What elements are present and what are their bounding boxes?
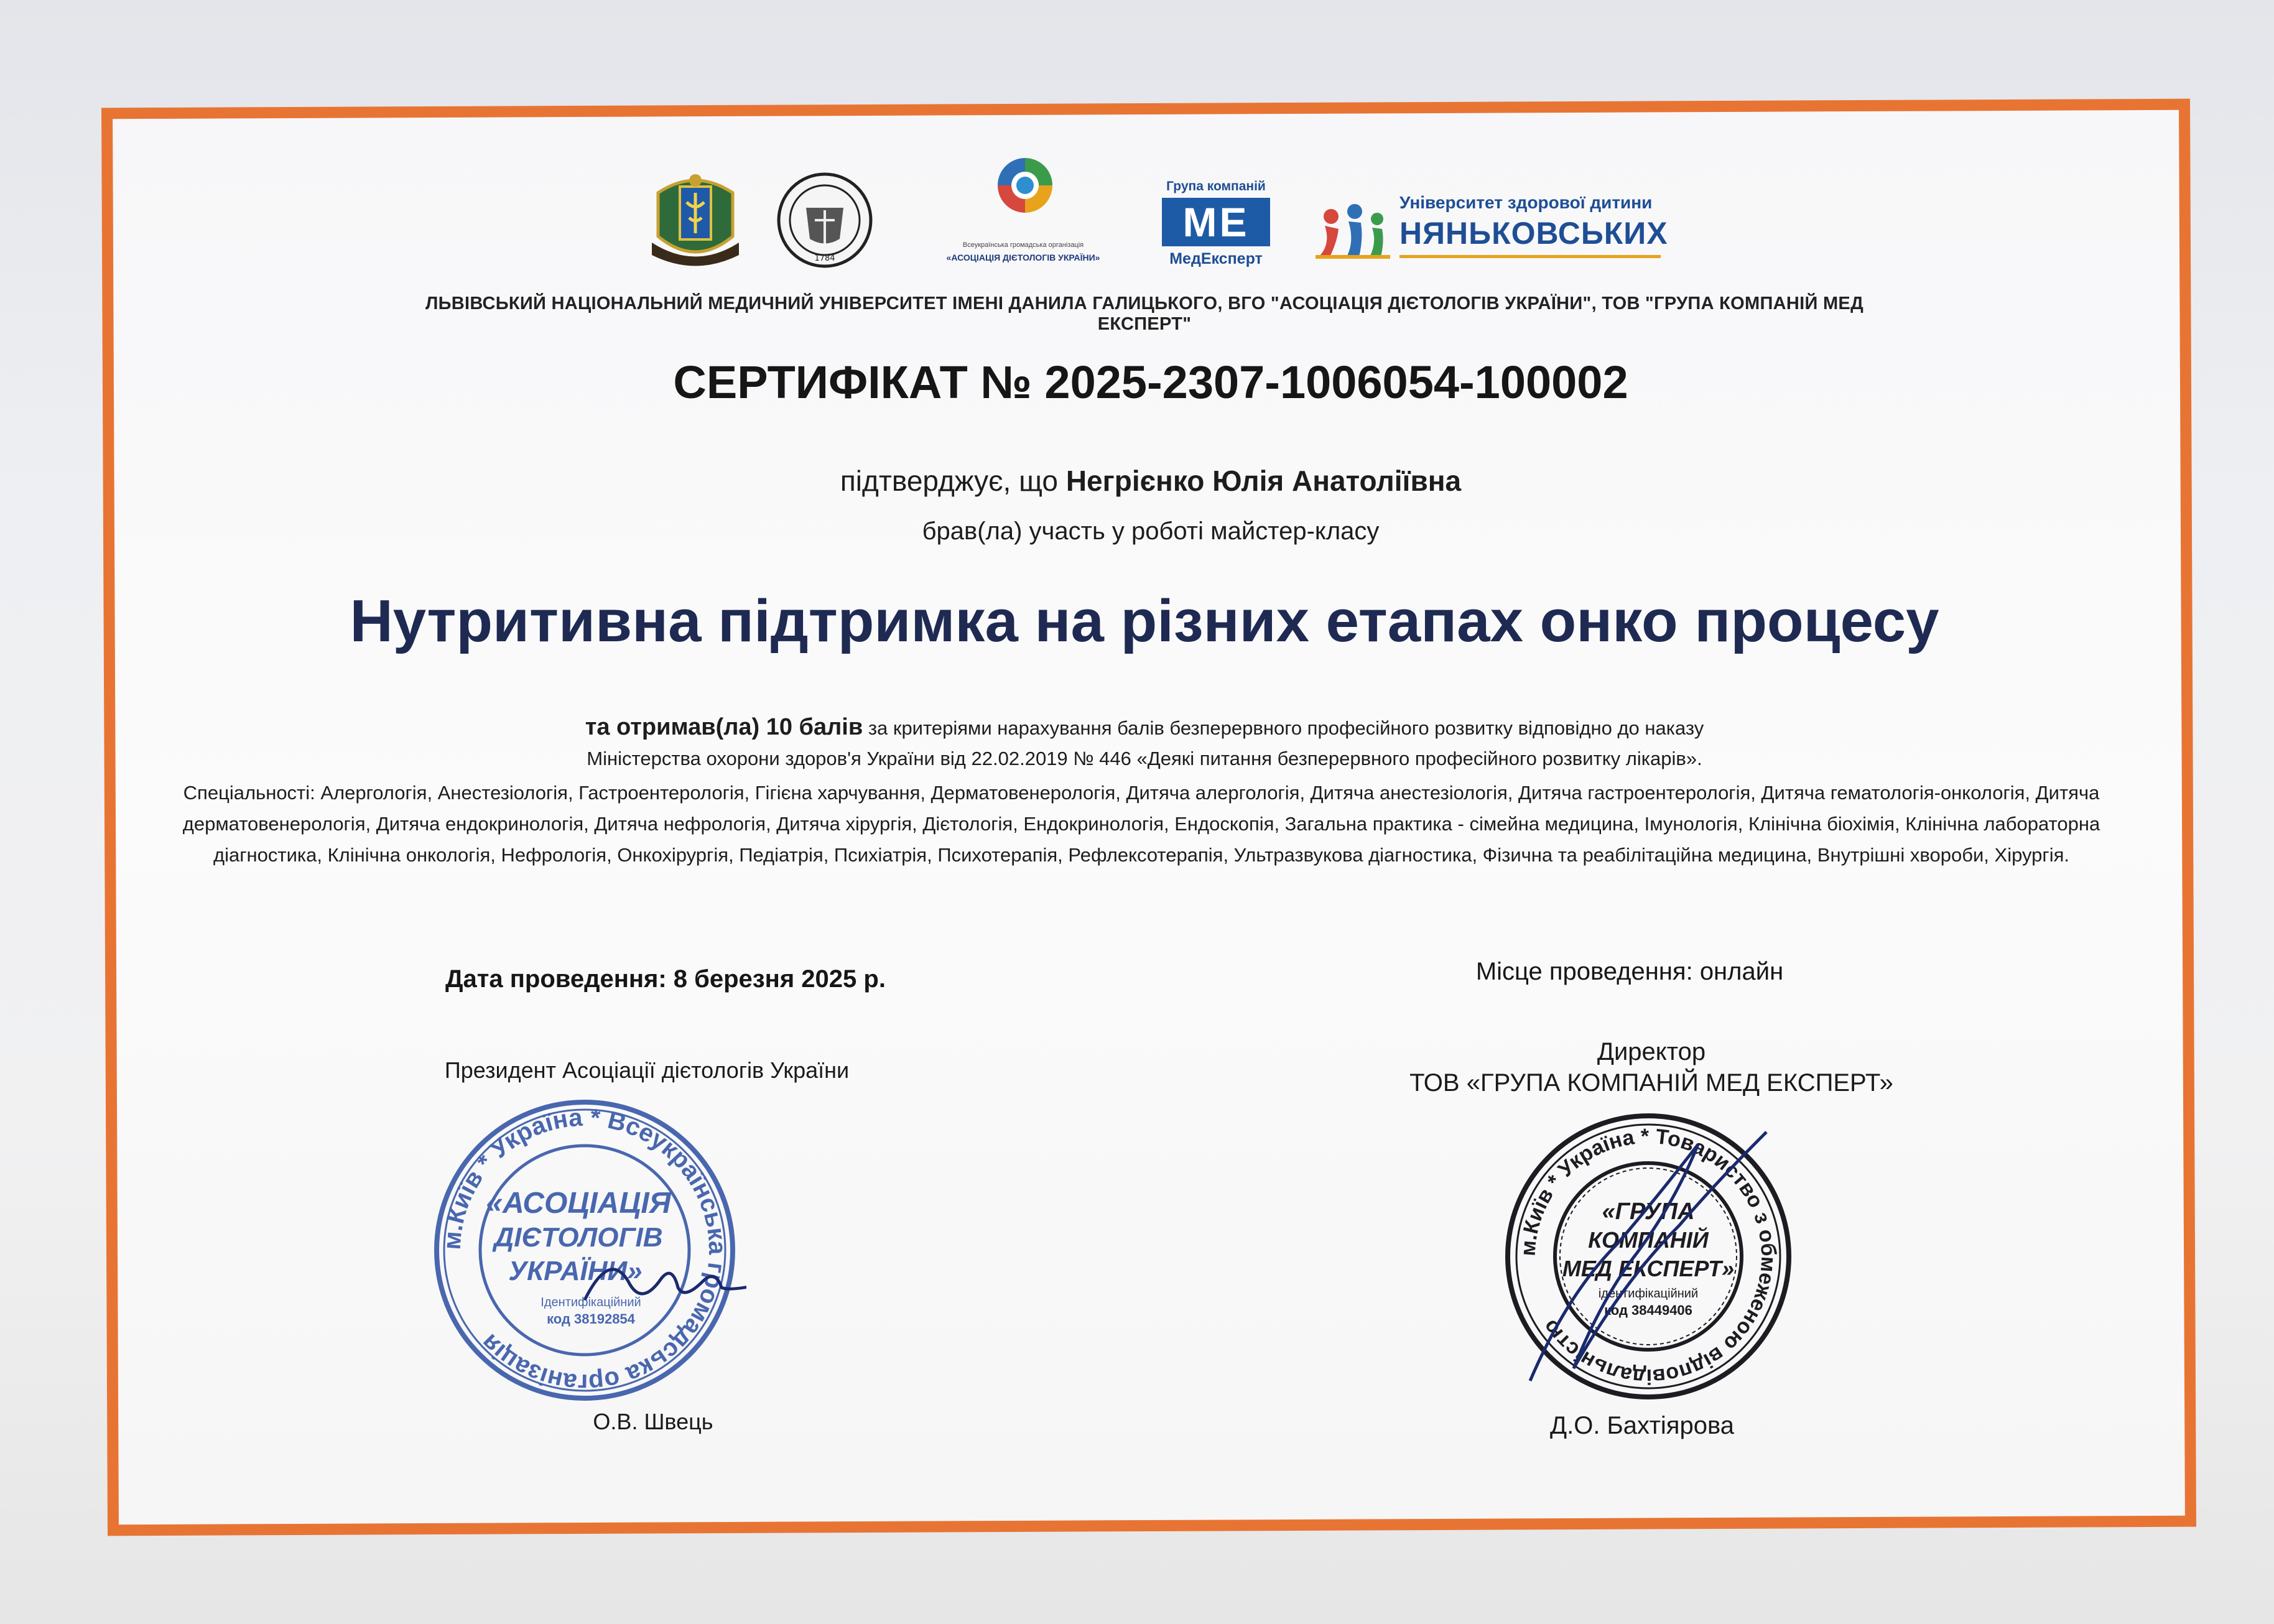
left-stamp-id-label: Ідентифікаційний: [541, 1296, 641, 1309]
nyankovskyi-underline: [1399, 255, 1661, 258]
left-stamp-center-1: «АСОЦІАЦІЯ: [486, 1187, 671, 1220]
event-place: Місце проведення: онлайн: [1475, 958, 1784, 985]
left-signatory-name: О.В. Швець: [593, 1409, 713, 1434]
points-rest: за критеріями нарахування балів безперервного професійного розвитку відповідно до наказу: [863, 717, 1704, 739]
right-signatory-title-2: ТОВ «ГРУПА КОМПАНІЙ МЕД ЕКСПЕРТ»: [1409, 1069, 1893, 1097]
certificate-title: СЕРТИФІКАТ № 2025-2307-1006054-100002: [673, 356, 1628, 408]
med-expert-logo: [1157, 179, 1275, 272]
dietitians-association-caption: «АСОЦІАЦІЯ ДІЄТОЛОГІВ УКРАЇНИ»: [946, 253, 1100, 262]
lviv-university-coat-of-arms-icon: [646, 168, 745, 272]
med-expert-bottom-text: МедЕксперт: [1169, 250, 1263, 267]
nyankovskyi-main-text: НЯНЬКОВСЬКИХ: [1399, 216, 1668, 251]
confirm-prefix: підтверджує, що: [840, 465, 1066, 497]
points-bold: та отримав(ла) 10 балів: [585, 714, 863, 740]
logos-row: [628, 149, 1698, 274]
recipient-name: Негрієнко Юлія Анатоліївна: [1065, 465, 1462, 497]
med-expert-mark: ME: [1162, 198, 1270, 246]
left-stamp-center-3: УКРАЇНИ»: [508, 1256, 643, 1286]
lviv-medical-university-seal-icon: [775, 170, 875, 270]
order-line: Міністерства охорони здоров'я України від 22.02.2019 № 446 «Деякі питання безперервного професійного розвитку лікарів».: [587, 748, 1702, 769]
right-stamp-ring-text: м.Київ * Україна * Товариство з обмеженою відповідальністю: [1516, 1124, 1781, 1389]
children-figures-icon: [1312, 198, 1393, 260]
left-stamp-id-code: код 38192854: [547, 1311, 635, 1327]
right-stamp: [1493, 1107, 1816, 1406]
specialties-text: Спеціальності: Алергологія, Анестезіологія, Гастроентерологія, Гігієна харчування, Дерматовенерологія, Дитяча алергологія, Дитяча анестезіологія, Дитяча гастроентерологія, Дитяча гематологія-онкологія, Дитяча дерматовенерологія, Дитяча ендокринологія, Дитяча нефрологія, Дитяча хірургія, Дієтологія, Ендокринологія, Ендоскопія, Загальна практика - сімейна медицина, Імунологія, Клінічна біохімія, Клінічна лабораторна діагностика, Клінічна онкологія, Нефрологія, Онкохірургія, Педіатрія, Психіатрія, Психотерапія, Рефлексотерапія, Ультразвукова діагностика, Фізична та реабілітаційна медицина, Внутрішні хвороби, Хірургія.: [182, 782, 2100, 866]
organizers-line: ЛЬВІВСЬКИЙ НАЦІОНАЛЬНИЙ МЕДИЧНИЙ УНІВЕРСИТЕТ ІМЕНІ ДАНИЛА ГАЛИЦЬКОГО, ВГО "АСОЦІАЦІЯ ДІЄТОЛОГІВ УКРАЇНИ", ТОВ "ГРУПА КОМПАНІЙ МЕД ЕКСПЕРТ": [425, 294, 1864, 334]
dietitians-association-caption-small: Всеукраїнська громадська організація: [962, 241, 1084, 249]
dietitians-association-logo: [921, 155, 1126, 274]
right-stamp-id-label: ідентифікаційний: [1598, 1287, 1699, 1301]
left-stamp-ring-text: м.Київ * Україна * Всеукраїнська громадська організація: [438, 1103, 731, 1397]
right-stamp-center-1: «ГРУПА: [1602, 1199, 1695, 1225]
dietitians-association-emblem-icon: [995, 155, 1055, 215]
right-stamp-center-3: МЕД ЕКСПЕРТ»: [1562, 1256, 1735, 1281]
points-line: [249, 714, 2040, 741]
right-signatory-name: Д.О. Бахтіярова: [1550, 1412, 1734, 1439]
event-date: Дата проведення: 8 березня 2025 р.: [445, 965, 886, 993]
right-stamp-id-code: код 38449406: [1604, 1302, 1692, 1318]
right-signatory-title: [1356, 1036, 1947, 1098]
right-stamp-center-2: КОМПАНІЙ: [1588, 1227, 1709, 1253]
nyankovskyi-university-logo: [1312, 193, 1668, 267]
left-stamp: [423, 1095, 746, 1406]
participation-line: брав(ла) участь у роботі майстер-класу: [922, 517, 1380, 545]
confirmation-line: [560, 464, 1742, 498]
course-title: Нутритивна підтримка на різних етапах онко процесу: [350, 588, 1939, 654]
med-expert-top-text: Група компаній: [1166, 179, 1266, 193]
right-signatory-title-1: Директор: [1597, 1038, 1706, 1065]
nyankovskyi-top-text: Університет здорової дитини: [1399, 193, 1653, 212]
left-stamp-center-2: ДІЄТОЛОГІВ: [494, 1222, 663, 1253]
svg-text:1784: 1784: [814, 254, 835, 263]
left-signatory-title: Президент Асоціації дієтологів України: [444, 1057, 850, 1083]
